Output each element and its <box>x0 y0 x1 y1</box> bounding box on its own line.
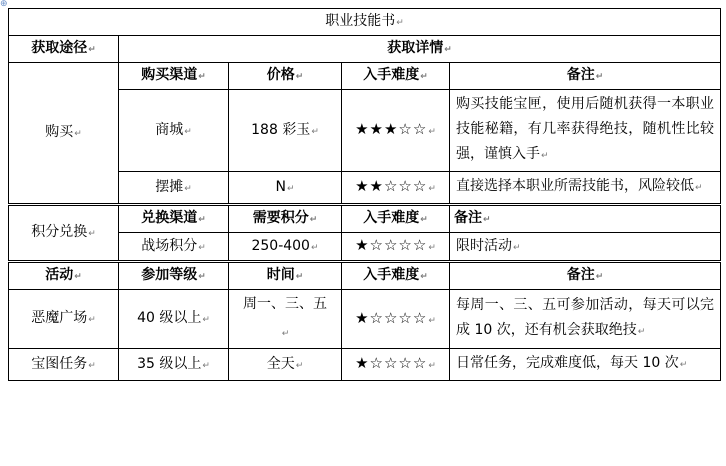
time-cell: 周一、三、五↵ <box>229 290 342 349</box>
channel-cell: 摆摊↵ <box>119 172 229 205</box>
table-row <box>9 290 721 349</box>
table-row <box>9 349 721 381</box>
note-cell: 直接选择本职业所需技能书，风险较低↵ <box>450 172 721 205</box>
points-cell: 250-400↵ <box>229 233 342 262</box>
column-header: 备注↵ <box>450 262 721 290</box>
activity-name-cell: 恶魔广场↵ <box>9 290 119 349</box>
column-header: 价格↵ <box>229 63 342 90</box>
level-cell: 40 级以上↵ <box>119 290 229 349</box>
difficulty-cell: ★☆☆☆☆↵ <box>342 290 450 349</box>
channel-cell: 商城↵ <box>119 90 229 172</box>
header-row <box>9 36 721 63</box>
column-header: 时间↵ <box>229 262 342 290</box>
header-method: 获取途径↵ <box>9 36 119 63</box>
column-header: 活动↵ <box>9 262 119 290</box>
note-cell: 购买技能宝匣，使用后随机获得一本职业技能秘籍，有几率获得绝技，随机性比较强，谨慎入手↵ <box>450 90 721 172</box>
skill-book-table <box>8 8 721 381</box>
exchange-group-label: 积分兑换↵ <box>9 205 119 262</box>
difficulty-cell: ★★★☆☆↵ <box>342 90 450 172</box>
activity-name-cell: 宝图任务↵ <box>9 349 119 381</box>
column-header: 购买渠道↵ <box>119 63 229 90</box>
column-header: 入手难度↵ <box>342 63 450 90</box>
time-cell: 全天↵ <box>229 349 342 381</box>
price-cell: 188 彩玉↵ <box>229 90 342 172</box>
column-header: 参加等级↵ <box>119 262 229 290</box>
note-cell: 每周一、三、五可参加活动，每天可以完成 10 次，还有机会获取绝技↵ <box>450 290 721 349</box>
title-row <box>9 9 721 36</box>
level-cell: 35 级以上↵ <box>119 349 229 381</box>
column-header: 需要积分↵ <box>229 205 342 233</box>
note-cell: 限时活动↵ <box>450 233 721 262</box>
table-title: 职业技能书↵ <box>9 9 721 36</box>
purchase-group-label: 购买↵ <box>9 63 119 205</box>
exchange-header-row <box>9 205 721 233</box>
anchor-icon: ⊕ <box>0 0 8 9</box>
column-header: 备注↵ <box>450 205 721 233</box>
header-details: 获取详情↵ <box>119 36 721 63</box>
note-cell: 日常任务，完成难度低，每天 10 次↵ <box>450 349 721 381</box>
difficulty-cell: ★☆☆☆☆↵ <box>342 233 450 262</box>
difficulty-cell: ★★☆☆☆↵ <box>342 172 450 205</box>
column-header: 入手难度↵ <box>342 262 450 290</box>
activity-header-row <box>9 262 721 290</box>
column-header: 兑换渠道↵ <box>119 205 229 233</box>
channel-cell: 战场积分↵ <box>119 233 229 262</box>
difficulty-cell: ★☆☆☆☆↵ <box>342 349 450 381</box>
purchase-header-row <box>9 63 721 90</box>
price-cell: N↵ <box>229 172 342 205</box>
column-header: 备注↵ <box>450 63 721 90</box>
column-header: 入手难度↵ <box>342 205 450 233</box>
